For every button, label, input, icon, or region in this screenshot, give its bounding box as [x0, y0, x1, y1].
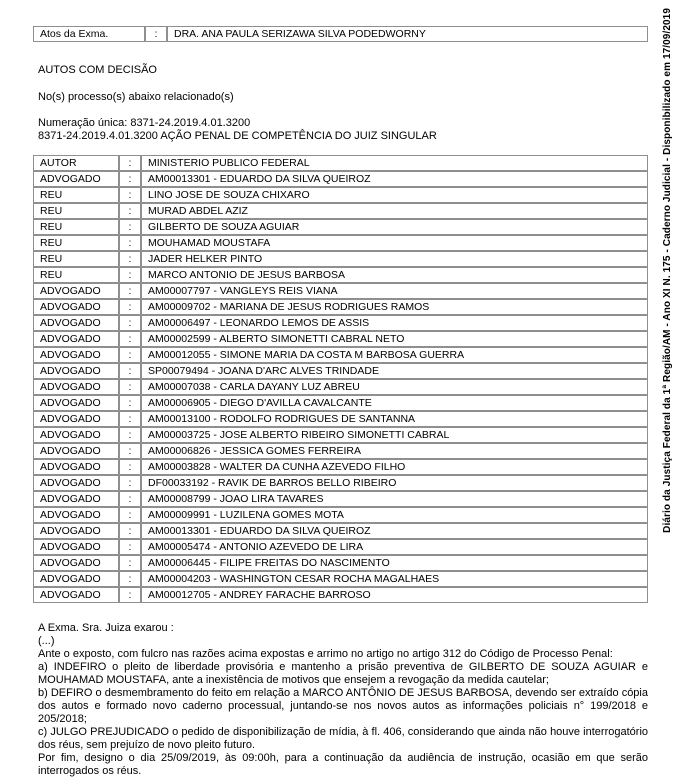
party-role: ADVOGADO: [33, 427, 119, 443]
party-name: DF00033192 - RAVIK DE BARROS BELLO RIBEIRO: [141, 475, 648, 491]
party-name: AM00005474 - ANTONIO AZEVEDO DE LIRA: [141, 539, 648, 555]
party-role: ADVOGADO: [33, 475, 119, 491]
party-separator: :: [119, 203, 141, 219]
party-separator: :: [119, 155, 141, 171]
decision-paragraph: c) JULGO PREJUDICADO o pedido de disponibilização de mídia, à fl. 406, considerando que ainda não houve interrogatório dos réus, sem prejuízo de novo pleito futuro.: [38, 726, 648, 751]
party-role: ADVOGADO: [33, 555, 119, 571]
party-name: AM00012055 - SIMONE MARIA DA COSTA M BARBOSA GUERRA: [141, 347, 648, 363]
party-name: GILBERTO DE SOUZA AGUIAR: [141, 219, 648, 235]
party-row: [33, 155, 648, 171]
party-separator: :: [119, 523, 141, 539]
party-row: [33, 443, 648, 459]
party-name: MOUHAMAD MOUSTAFA: [141, 235, 648, 251]
party-name: LINO JOSE DE SOUZA CHIXARO: [141, 187, 648, 203]
party-separator: :: [119, 315, 141, 331]
party-role: ADVOGADO: [33, 283, 119, 299]
party-separator: :: [119, 475, 141, 491]
party-name: SP00079494 - JOANA D'ARC ALVES TRINDADE: [141, 363, 648, 379]
party-role: ADVOGADO: [33, 507, 119, 523]
party-separator: :: [119, 347, 141, 363]
party-row: [33, 347, 648, 363]
party-role: REU: [33, 219, 119, 235]
party-name: AM00003725 - JOSE ALBERTO RIBEIRO SIMONETTI CABRAL: [141, 427, 648, 443]
decision-omission: (...): [38, 635, 55, 647]
numbering-line-2: 8371-24.2019.4.01.3200 AÇÃO PENAL DE COMPETÊNCIA DO JUIZ SINGULAR: [38, 130, 437, 142]
party-row: [33, 251, 648, 267]
party-name: AM00008799 - JOAO LIRA TAVARES: [141, 491, 648, 507]
party-separator: :: [119, 555, 141, 571]
party-separator: :: [119, 411, 141, 427]
acts-header-value: DRA. ANA PAULA SERIZAWA SILVA PODEDWORNY: [167, 26, 648, 42]
party-row: [33, 331, 648, 347]
party-row: [33, 555, 648, 571]
party-name: MINISTERIO PUBLICO FEDERAL: [141, 155, 648, 171]
party-role: ADVOGADO: [33, 571, 119, 587]
party-name: AM00002599 - ALBERTO SIMONETTI CABRAL NETO: [141, 331, 648, 347]
party-name: AM00007797 - VANGLEYS REIS VIANA: [141, 283, 648, 299]
party-row: [33, 411, 648, 427]
party-role: ADVOGADO: [33, 315, 119, 331]
party-role: REU: [33, 235, 119, 251]
acts-header-table: [33, 26, 648, 42]
party-row: [33, 507, 648, 523]
party-separator: :: [119, 587, 141, 603]
party-role: ADVOGADO: [33, 363, 119, 379]
party-row: [33, 395, 648, 411]
party-role: ADVOGADO: [33, 523, 119, 539]
decision-lead: A Exma. Sra. Juiza exarou :: [38, 622, 174, 634]
party-separator: :: [119, 539, 141, 555]
party-row: [33, 219, 648, 235]
party-name: AM00013301 - EDUARDO DA SILVA QUEIROZ: [141, 171, 648, 187]
acts-header-label: Atos da Exma.: [33, 26, 145, 42]
decision-paragraphs: [33, 648, 648, 778]
party-name: AM00003828 - WALTER DA CUNHA AZEVEDO FILHO: [141, 459, 648, 475]
party-row: [33, 475, 648, 491]
party-separator: :: [119, 219, 141, 235]
party-separator: :: [119, 571, 141, 587]
party-row: [33, 267, 648, 283]
party-name: AM00009991 - LUZILENA GOMES MOTA: [141, 507, 648, 523]
party-separator: :: [119, 507, 141, 523]
decision-block: [33, 622, 648, 778]
party-row: [33, 491, 648, 507]
gazette-edition-sidebar-text: Diário da Justiça Federal da 1ª Região/AM - Ano XI N. 175 - Caderno Judicial - Disponibilizado em 17/09/2019: [662, 8, 673, 533]
acts-header-row: [33, 26, 648, 42]
party-row: [33, 571, 648, 587]
party-separator: :: [119, 427, 141, 443]
party-name: AM00007038 - CARLA DAYANY LUZ ABREU: [141, 379, 648, 395]
party-row: [33, 363, 648, 379]
party-name: AM00012705 - ANDREY FARACHE BARROSO: [141, 587, 648, 603]
party-separator: :: [119, 459, 141, 475]
party-role: REU: [33, 203, 119, 219]
party-row: [33, 283, 648, 299]
party-role: ADVOGADO: [33, 491, 119, 507]
party-separator: :: [119, 331, 141, 347]
party-name: AM00006445 - FILIPE FREITAS DO NASCIMENTO: [141, 555, 648, 571]
decision-paragraph: Ante o exposto, com fulcro nas razões acima expostas e arrimo no artigo no artigo 312 do Código de Processo Penal:: [38, 648, 613, 660]
party-role: AUTOR: [33, 155, 119, 171]
party-role: ADVOGADO: [33, 379, 119, 395]
party-role: ADVOGADO: [33, 443, 119, 459]
party-row: [33, 587, 648, 603]
party-role: REU: [33, 251, 119, 267]
numbering-block: [33, 117, 648, 143]
party-name: AM00006905 - DIEGO D'AVILLA CAVALCANTE: [141, 395, 648, 411]
party-role: ADVOGADO: [33, 411, 119, 427]
party-role: ADVOGADO: [33, 587, 119, 603]
party-role: REU: [33, 187, 119, 203]
party-role: ADVOGADO: [33, 299, 119, 315]
acts-header-separator: :: [145, 26, 167, 42]
party-name: AM00013301 - EDUARDO DA SILVA QUEIROZ: [141, 523, 648, 539]
party-row: [33, 235, 648, 251]
party-row: [33, 315, 648, 331]
decision-paragraph: Por fim, designo o dia 25/09/2019, às 09:00h, para a continuação da audiência de instrução, ocasião em que serão interrogados os réus.: [38, 752, 648, 777]
section-title: AUTOS COM DECISÃO: [38, 64, 157, 76]
party-separator: :: [119, 235, 141, 251]
decision-paragraph: b) DEFIRO o desmembramento do feito em relação a MARCO ANTÔNIO DE JESUS BARBOSA, devendo ser extraído cópia dos autos e formado novo caderno processual, juntando-se nos novos autos as informações policiais n° 199/2018 e 205/2018;: [38, 687, 648, 725]
party-name: AM00009702 - MARIANA DE JESUS RODRIGUES RAMOS: [141, 299, 648, 315]
party-role: ADVOGADO: [33, 539, 119, 555]
gazette-content: [33, 26, 648, 778]
related-processes-line: No(s) processo(s) abaixo relacionado(s): [38, 91, 234, 103]
decision-paragraph: a) INDEFIRO o pleito de liberdade provisória e mantenho a prisão preventiva de GILBERTO DE SOUZA AGUIAR e MOUHAMAD MOUSTAFA, ante a inexistência de motivos que ensejem a revogação da medida cautelar;: [38, 661, 648, 686]
parties-table-body: [33, 155, 648, 603]
party-row: [33, 299, 648, 315]
party-separator: :: [119, 251, 141, 267]
numbering-line-1: Numeração única: 8371-24.2019.4.01.3200: [38, 117, 251, 129]
party-row: [33, 523, 648, 539]
party-role: ADVOGADO: [33, 459, 119, 475]
party-name: MARCO ANTONIO DE JESUS BARBOSA: [141, 267, 648, 283]
party-role: REU: [33, 267, 119, 283]
party-row: [33, 427, 648, 443]
party-name: MURAD ABDEL AZIZ: [141, 203, 648, 219]
party-separator: :: [119, 363, 141, 379]
party-row: [33, 171, 648, 187]
party-separator: :: [119, 299, 141, 315]
party-separator: :: [119, 379, 141, 395]
party-row: [33, 459, 648, 475]
party-role: ADVOGADO: [33, 331, 119, 347]
party-name: AM00013100 - RODOLFO RODRIGUES DE SANTANNA: [141, 411, 648, 427]
party-row: [33, 379, 648, 395]
party-row: [33, 203, 648, 219]
party-separator: :: [119, 283, 141, 299]
party-name: AM00006497 - LEONARDO LEMOS DE ASSIS: [141, 315, 648, 331]
party-role: ADVOGADO: [33, 395, 119, 411]
party-separator: :: [119, 395, 141, 411]
party-name: AM00004203 - WASHINGTON CESAR ROCHA MAGALHAES: [141, 571, 648, 587]
party-name: JADER HELKER PINTO: [141, 251, 648, 267]
party-separator: :: [119, 171, 141, 187]
party-role: ADVOGADO: [33, 171, 119, 187]
party-row: [33, 539, 648, 555]
party-separator: :: [119, 491, 141, 507]
party-separator: :: [119, 187, 141, 203]
party-role: ADVOGADO: [33, 347, 119, 363]
parties-table: [33, 155, 648, 603]
party-name: AM00006826 - JESSICA GOMES FERREIRA: [141, 443, 648, 459]
party-separator: :: [119, 443, 141, 459]
party-row: [33, 187, 648, 203]
party-separator: :: [119, 267, 141, 283]
